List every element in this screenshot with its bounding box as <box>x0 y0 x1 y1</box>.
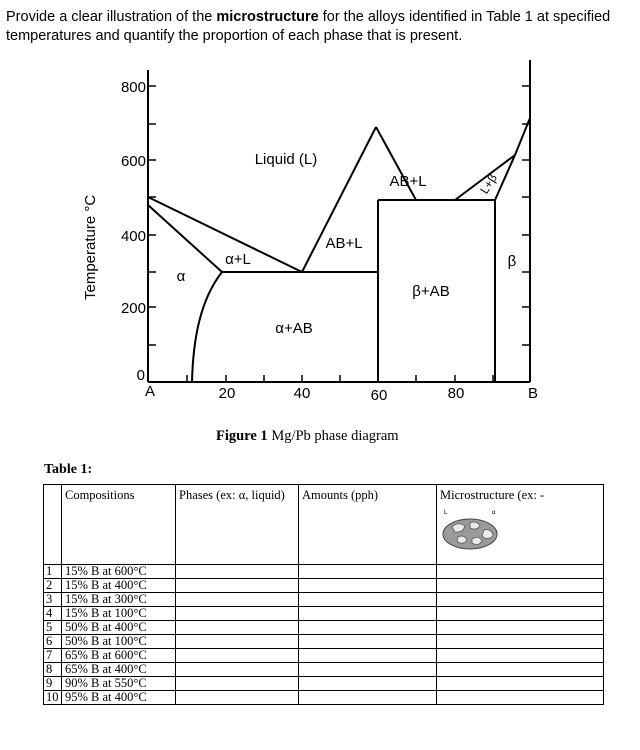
region-ab-l-left: AB+L <box>325 235 363 252</box>
y-tick-800: 800 <box>120 79 146 96</box>
row-composition: 65% B at 600°C <box>62 649 176 663</box>
x-tick-20: 20 <box>218 385 236 402</box>
row-phases-cell[interactable] <box>176 565 299 579</box>
row-amounts-cell[interactable] <box>299 579 437 593</box>
y-tick-200: 200 <box>120 300 146 317</box>
icon-label-right: α <box>492 510 496 516</box>
table-header-row <box>44 485 604 565</box>
row-phases-cell[interactable] <box>176 607 299 621</box>
table-row <box>44 621 604 635</box>
region-beta-ab: β+AB <box>412 283 450 300</box>
y-tick-600: 600 <box>120 153 146 170</box>
x-tick-40: 40 <box>293 385 311 402</box>
header-microstructure <box>437 485 604 565</box>
figure-caption <box>216 428 399 445</box>
row-amounts-cell[interactable] <box>299 691 437 705</box>
row-composition: 50% B at 100°C <box>62 635 176 649</box>
row-phases-cell[interactable] <box>176 579 299 593</box>
x-label-b: B <box>527 385 539 402</box>
y-axis-label: Temperature °C <box>82 194 99 300</box>
row-microstructure-cell[interactable] <box>437 621 604 635</box>
y-tick-0: 0 <box>136 367 145 384</box>
row-microstructure-cell[interactable] <box>437 691 604 705</box>
row-number: 7 <box>44 649 62 663</box>
row-microstructure-cell[interactable] <box>437 635 604 649</box>
table-row <box>44 649 604 663</box>
region-alpha: α <box>176 268 186 285</box>
row-number: 8 <box>44 663 62 677</box>
header-phases: Phases (ex: α, liquid) <box>176 485 299 565</box>
y-tick-400: 400 <box>120 228 146 245</box>
row-number: 9 <box>44 677 62 691</box>
instructions-bold: microstructure <box>216 9 319 25</box>
microstructure-example-icon <box>440 505 500 551</box>
table-row <box>44 579 604 593</box>
row-phases-cell[interactable] <box>176 691 299 705</box>
row-number: 10 <box>44 691 62 705</box>
row-phases-cell[interactable] <box>176 635 299 649</box>
row-phases-cell[interactable] <box>176 663 299 677</box>
row-phases-cell[interactable] <box>176 593 299 607</box>
row-amounts-cell[interactable] <box>299 593 437 607</box>
region-l-beta: L+β <box>477 171 501 197</box>
row-microstructure-cell[interactable] <box>437 607 604 621</box>
header-compositions: Compositions <box>62 485 176 565</box>
alpha-solvus <box>192 272 222 382</box>
row-phases-cell[interactable] <box>176 677 299 691</box>
row-number: 6 <box>44 635 62 649</box>
alloy-table <box>43 484 604 705</box>
table-row <box>44 565 604 579</box>
row-amounts-cell[interactable] <box>299 607 437 621</box>
row-composition: 90% B at 550°C <box>62 677 176 691</box>
row-composition: 15% B at 400°C <box>62 579 176 593</box>
row-number: 1 <box>44 565 62 579</box>
row-number: 3 <box>44 593 62 607</box>
row-microstructure-cell[interactable] <box>437 565 604 579</box>
instructions-part2: for the alloys identified in Table 1 at specified temperatures and quantify the proportion of each phase that is present. <box>6 9 611 44</box>
table-title: Table 1: <box>44 462 93 477</box>
row-amounts-cell[interactable] <box>299 565 437 579</box>
row-amounts-cell[interactable] <box>299 649 437 663</box>
region-alpha-l: α+L <box>225 251 251 268</box>
row-composition: 15% B at 100°C <box>62 607 176 621</box>
header-amounts: Amounts (pph) <box>299 485 437 565</box>
x-label-a: A <box>144 383 156 400</box>
x-tick-80: 80 <box>447 385 465 402</box>
table-row <box>44 677 604 691</box>
figure-caption-text: Mg/Pb phase diagram <box>267 428 399 444</box>
row-amounts-cell[interactable] <box>299 621 437 635</box>
region-liquid: Liquid (L) <box>254 151 318 168</box>
row-number: 2 <box>44 579 62 593</box>
row-microstructure-cell[interactable] <box>437 579 604 593</box>
header-microstructure-label: Microstructure (ex: - <box>440 488 545 502</box>
row-composition: 95% B at 400°C <box>62 691 176 705</box>
icon-label-left: L <box>444 510 448 516</box>
row-composition: 15% B at 300°C <box>62 593 176 607</box>
row-amounts-cell[interactable] <box>299 663 437 677</box>
table-row <box>44 663 604 677</box>
row-amounts-cell[interactable] <box>299 635 437 649</box>
row-composition: 50% B at 400°C <box>62 621 176 635</box>
row-composition: 15% B at 600°C <box>62 565 176 579</box>
row-number: 4 <box>44 607 62 621</box>
figure-caption-number: Figure 1 <box>216 428 268 444</box>
instructions-part1: Provide a clear illustration of the <box>6 9 217 25</box>
row-microstructure-cell[interactable] <box>437 593 604 607</box>
row-amounts-cell[interactable] <box>299 677 437 691</box>
table-row <box>44 635 604 649</box>
table-row <box>44 691 604 705</box>
row-microstructure-cell[interactable] <box>437 677 604 691</box>
row-phases-cell[interactable] <box>176 649 299 663</box>
row-phases-cell[interactable] <box>176 621 299 635</box>
region-beta: β <box>507 253 517 270</box>
row-microstructure-cell[interactable] <box>437 663 604 677</box>
row-microstructure-cell[interactable] <box>437 649 604 663</box>
region-ab-l-right: AB+L <box>389 173 427 190</box>
table-row <box>44 607 604 621</box>
x-tick-60: 60 <box>370 387 388 404</box>
table-row <box>44 593 604 607</box>
table-body <box>44 565 604 705</box>
row-composition: 65% B at 400°C <box>62 663 176 677</box>
region-alpha-ab: α+AB <box>275 320 313 337</box>
row-number: 5 <box>44 621 62 635</box>
header-number-cell <box>44 485 62 565</box>
